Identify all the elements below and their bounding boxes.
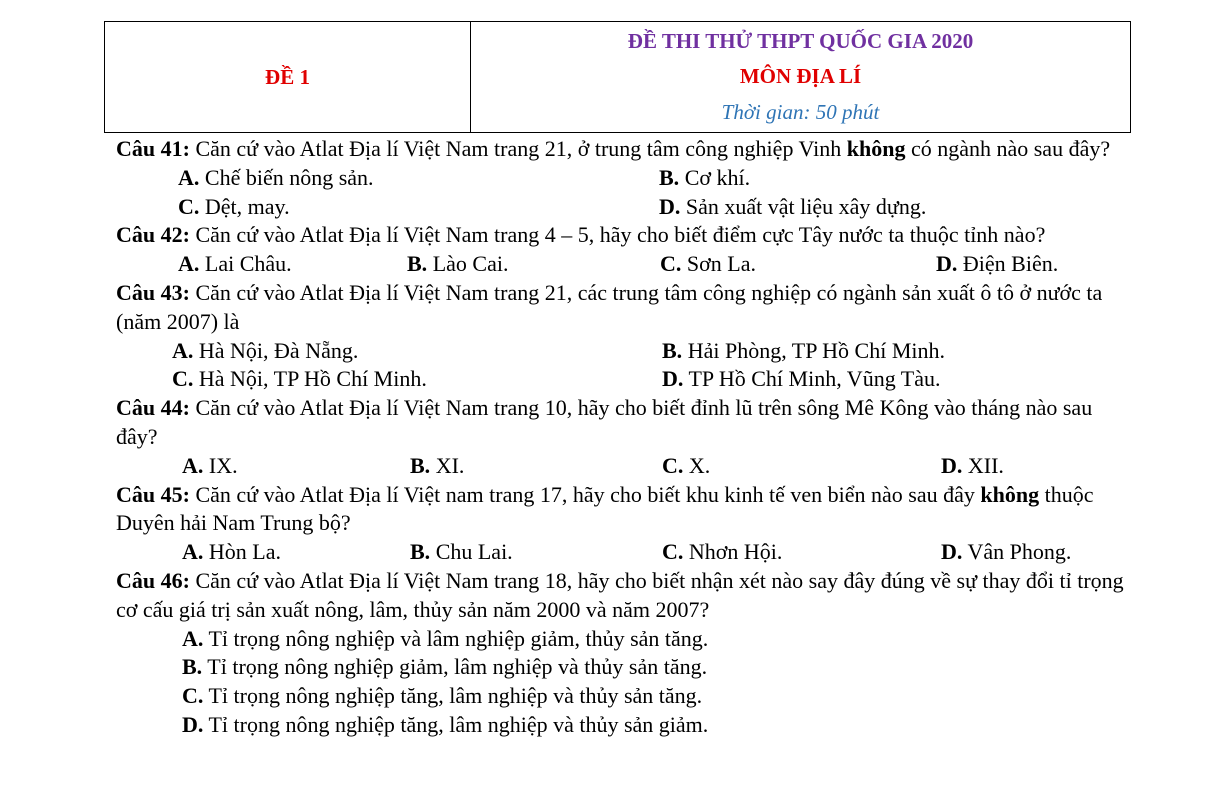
option-text: Tỉ trọng nông nghiệp tăng, lâm nghiệp và thủy sản giảm. — [203, 711, 709, 737]
option-key: C. — [662, 539, 684, 565]
option-text: Hà Nội, TP Hồ Chí Minh. — [193, 366, 427, 392]
option-key: C. — [172, 366, 194, 392]
option-text: IX. — [203, 452, 238, 478]
option-a[interactable] — [172, 337, 358, 366]
option-text: XII. — [962, 452, 1004, 478]
question-label: Câu 41: — [116, 136, 190, 161]
option-row — [116, 538, 1126, 567]
exam-duration: Thời gian: 50 phút — [721, 99, 880, 124]
option-d[interactable] — [116, 711, 1126, 740]
option-key: D. — [941, 539, 963, 565]
option-a[interactable] — [182, 452, 238, 481]
question-label: Câu 43: — [116, 279, 190, 305]
option-text: X. — [683, 452, 711, 478]
exam-info-cell — [471, 22, 1131, 133]
option-text: Tỉ trọng nông nghiệp giảm, lâm nghiệp và thủy sản tăng. — [202, 654, 708, 680]
option-row — [116, 452, 1126, 481]
question-emphasis: không — [846, 136, 906, 161]
option-d[interactable] — [659, 193, 926, 222]
question-text: Căn cứ vào Atlat Địa lí Việt Nam trang 10, hãy cho biết đỉnh lũ trên sông Mê Kông vào tháng nào sau đây? — [116, 395, 1093, 449]
option-key: C. — [660, 251, 682, 277]
option-key: A. — [172, 337, 194, 363]
option-key: B. — [410, 539, 431, 565]
question-text: Căn cứ vào Atlat Địa lí Việt Nam trang 4 – 5, hãy cho biết điểm cực Tây nước ta thuộc tỉnh nào? — [189, 222, 1046, 248]
question-label: Câu 44: — [116, 395, 190, 421]
option-text: Tỉ trọng nông nghiệp tăng, lâm nghiệp và thủy sản tăng. — [203, 683, 703, 709]
option-b[interactable] — [116, 653, 1126, 682]
option-c[interactable] — [662, 538, 782, 567]
question-text-end: thuộc Duyên hải Nam Trung bộ? — [116, 481, 1094, 536]
option-key: B. — [662, 337, 683, 363]
question-text: Căn cứ vào Atlat Địa lí Việt nam trang 17, hãy cho biết khu kinh tế ven biển nào sau đây — [189, 481, 981, 507]
question-43 — [116, 279, 1126, 337]
option-b[interactable] — [407, 250, 508, 279]
option-text: Vân Phong. — [962, 539, 1072, 565]
question-46 — [116, 567, 1126, 625]
option-key: A. — [182, 539, 204, 565]
question-label: Câu 42: — [116, 222, 190, 248]
option-row — [116, 250, 1126, 279]
option-c[interactable] — [172, 365, 427, 394]
option-key: D. — [659, 193, 681, 219]
option-row — [116, 337, 1126, 366]
option-c[interactable] — [116, 682, 1126, 711]
option-text: Hải Phòng, TP Hồ Chí Minh. — [682, 337, 945, 363]
option-row — [116, 365, 1126, 394]
option-b[interactable] — [410, 452, 464, 481]
option-text: Sản xuất vật liệu xây dựng. — [680, 193, 927, 219]
exam-title: ĐỀ THI THỬ THPT QUỐC GIA 2020 — [627, 28, 974, 53]
option-a[interactable] — [116, 625, 1126, 654]
option-key: B. — [659, 164, 680, 190]
question-44 — [116, 394, 1126, 452]
question-emphasis: không — [980, 481, 1040, 507]
option-row — [116, 164, 1126, 193]
option-text: XI. — [430, 452, 465, 478]
option-key: D. — [662, 366, 684, 392]
option-key: A. — [182, 625, 204, 651]
option-key: C. — [662, 452, 684, 478]
option-key: D. — [936, 251, 958, 277]
option-text: Tỉ trọng nông nghiệp và lâm nghiệp giảm, thủy sản tăng. — [203, 625, 709, 651]
question-text: Căn cứ vào Atlat Địa lí Việt Nam trang 21, các trung tâm công nghiệp có ngành sản xuất ô tô ở nước ta (năm 2007) là — [116, 279, 1103, 334]
option-text: Lai Châu. — [199, 251, 292, 277]
option-text: Cơ khí. — [679, 164, 751, 190]
option-a[interactable] — [178, 250, 292, 279]
exam-code: ĐỀ 1 — [265, 64, 310, 89]
question-42 — [116, 221, 1126, 250]
option-b[interactable] — [410, 538, 513, 567]
question-41 — [116, 135, 1126, 164]
exam-header-table — [104, 21, 1131, 133]
option-text: Chế biến nông sản. — [199, 164, 374, 190]
option-b[interactable] — [662, 337, 945, 366]
option-c[interactable] — [178, 193, 290, 222]
option-a[interactable] — [178, 164, 374, 193]
question-label: Câu 45: — [116, 481, 190, 507]
option-key: A. — [182, 452, 204, 478]
question-list — [116, 135, 1126, 740]
question-text: Căn cứ vào Atlat Địa lí Việt Nam trang 18, hãy cho biết nhận xét nào say đây đúng về sự thay đổi tỉ trọng cơ cấu giá trị sản xuất nông, lâm, thủy sản năm 2000 và năm 2007? — [116, 567, 1124, 622]
option-key: A. — [178, 251, 200, 277]
option-row — [116, 193, 1126, 222]
option-text: Sơn La. — [681, 251, 756, 277]
option-key: D. — [182, 711, 204, 737]
question-45 — [116, 481, 1126, 539]
option-key: B. — [407, 251, 428, 277]
exam-subject: MÔN ĐỊA LÍ — [739, 63, 862, 88]
option-text: Hòn La. — [203, 539, 281, 565]
option-key: C. — [178, 193, 200, 219]
option-c[interactable] — [660, 250, 756, 279]
option-text: Lào Cai. — [427, 251, 509, 277]
option-d[interactable] — [941, 452, 1004, 481]
option-text: Nhơn Hội. — [683, 539, 783, 565]
option-d[interactable] — [662, 365, 941, 394]
option-d[interactable] — [941, 538, 1071, 567]
option-d[interactable] — [936, 250, 1058, 279]
option-key: A. — [178, 164, 200, 190]
question-label: Câu 46: — [116, 567, 190, 593]
option-key: B. — [410, 452, 431, 478]
question-text-end: có ngành nào sau đây? — [905, 136, 1111, 161]
option-c[interactable] — [662, 452, 710, 481]
option-text: Hà Nội, Đà Nẵng. — [193, 337, 359, 363]
question-text: Căn cứ vào Atlat Địa lí Việt Nam trang 21, ở trung tâm công nghiệp Vinh — [189, 136, 847, 161]
option-key: D. — [941, 452, 963, 478]
option-key: B. — [182, 654, 203, 680]
option-b[interactable] — [659, 164, 750, 193]
option-text: Điện Biên. — [957, 251, 1059, 277]
option-text: Dệt, may. — [199, 193, 290, 219]
option-text: Chu Lai. — [430, 539, 513, 565]
option-a[interactable] — [182, 538, 281, 567]
exam-code-cell — [105, 22, 471, 133]
option-text: TP Hồ Chí Minh, Vũng Tàu. — [683, 366, 941, 392]
option-key: C. — [182, 683, 204, 709]
